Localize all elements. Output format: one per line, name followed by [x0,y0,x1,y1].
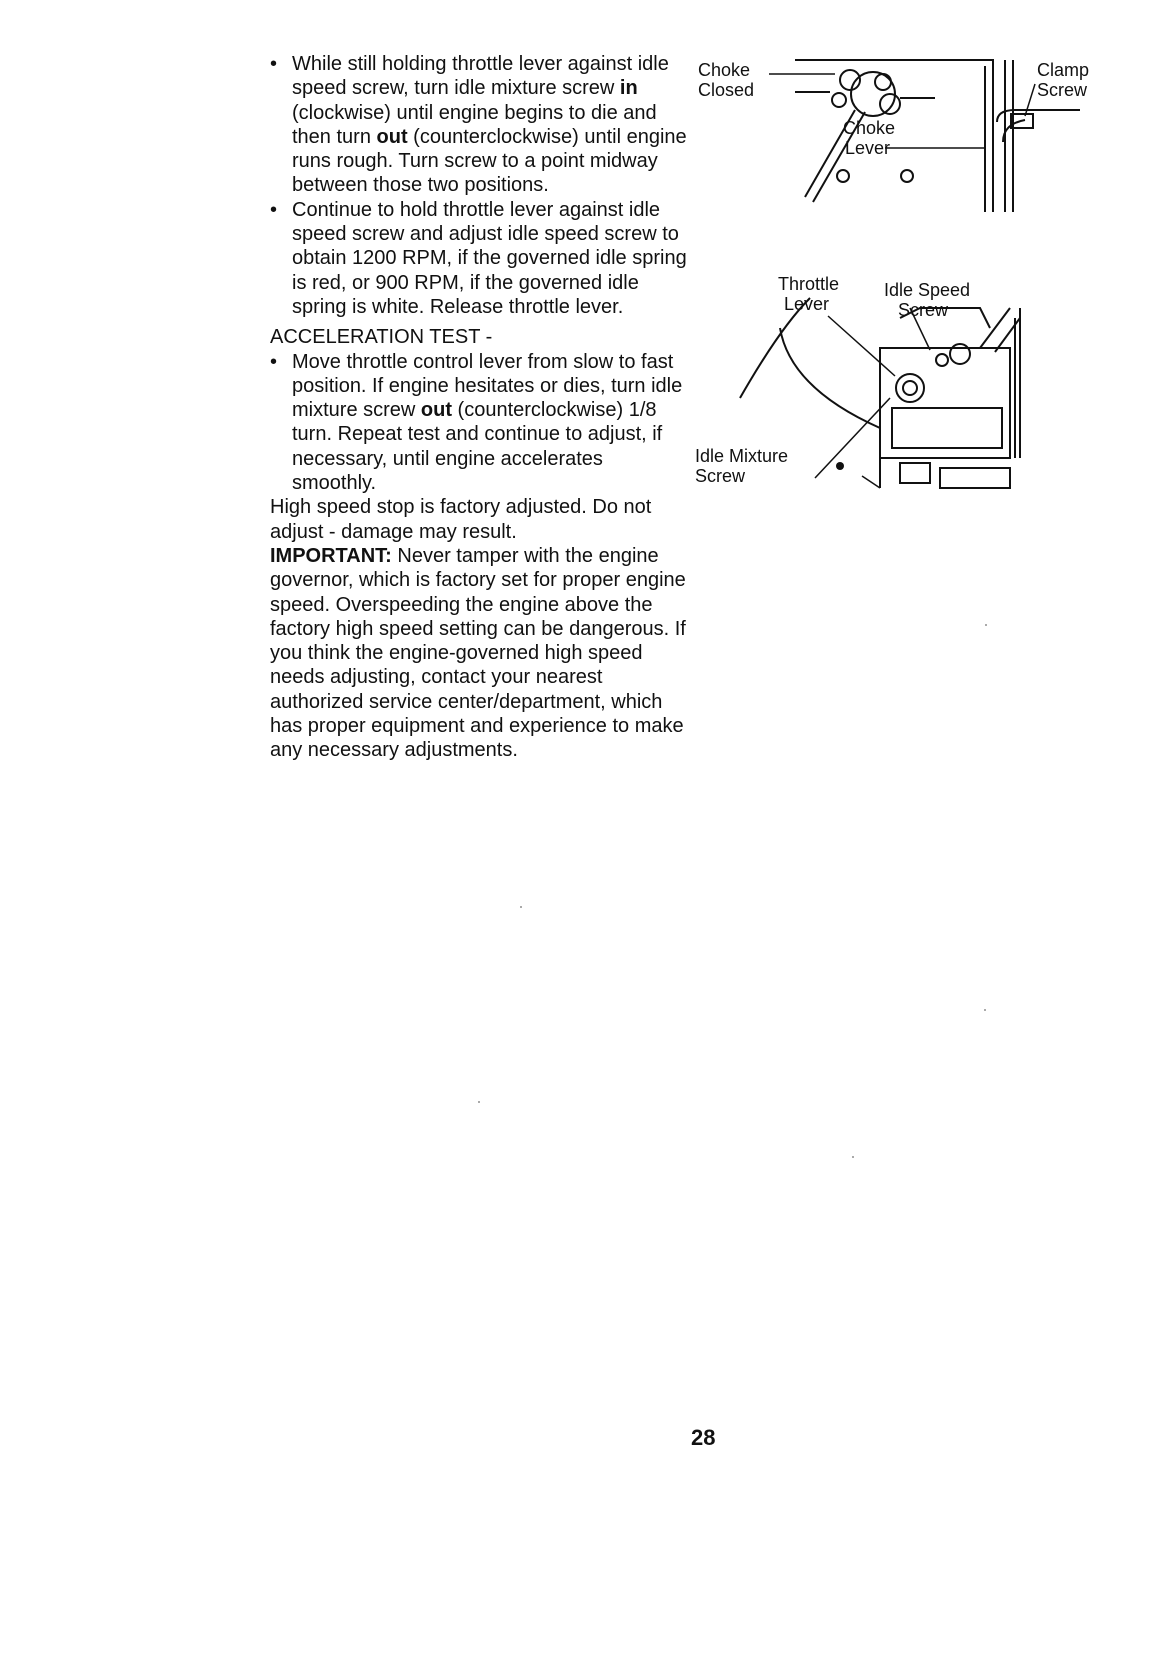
bullet1-text-c: (counterclockwise) until engine runs rough. Turn screw to a point midway between those two positions. [292,125,687,197]
bullet3-bold-out: out [420,399,452,422]
page-number: 28 [691,1425,716,1450]
bullet-idle-mixture [270,52,690,198]
bullet1-bold-out: out [376,125,408,148]
bullet1-bold-in: in [619,77,638,100]
label-throttle-lever: Throttle Lever [778,274,840,314]
label-idle-speed-screw: Idle Speed Screw [884,280,971,320]
bullet3-text-b: (counterclockwise) 1/8 turn. Repeat test and continue to adjust, if necessary, until engine accelerates smoothly. [292,399,663,495]
label-choke-lever: Choke Lever [843,118,896,158]
carburetor-figure [695,268,1100,518]
acceleration-test-heading: ACCELERATION TEST - [270,326,493,349]
label-clamp-screw: Clamp Screw [1037,60,1090,100]
scan-speck [985,624,987,626]
bullet-dot: • [270,198,278,221]
instructions-column [270,52,690,763]
high-speed-paragraph: High speed stop is factory adjusted. Do not adjust - damage may result. [270,496,652,543]
bullet-dot: • [270,53,278,75]
important-text: Never tamper with the engine governor, which is factory set for proper engine speed. Overspeeding the engine above the factory high speed setting can be dangerous. If you think the engine-governed high speed needs adjusting, contact your nearest authorized service center/department, which has proper equipment and experience to make any necessary adjustments. [270,544,686,762]
important-label: IMPORTANT: [270,544,392,567]
label-idle-mixture-screw: Idle Mixture Screw [695,446,789,486]
bullet-idle-speed [270,198,690,319]
scan-speck [478,1101,480,1103]
label-choke-closed: Choke Closed [698,60,755,100]
scan-speck [520,906,522,908]
important-paragraph [270,544,690,763]
scan-speck [852,1156,854,1158]
bullet-dot: • [270,350,278,373]
bullet1-text-a: While still holding throttle lever against idle speed screw, turn idle mixture screw [292,53,669,100]
bullet2-text: Continue to hold throttle lever against idle speed screw and adjust idle speed screw to obtain 1200 RPM, if the governed idle spring is red, or 900 RPM, if the governed idle spring is white. Release throttle lever. [292,198,687,318]
choke-figure [698,52,1095,222]
bullet-acceleration [270,350,690,496]
bullet3-text-a: Move throttle control lever from slow to fast position. If engine hesitates or dies, turn idle mixture screw [292,350,683,422]
scan-speck [984,1009,986,1011]
bullet1-text-b: (clockwise) until engine begins to die and then turn [292,101,657,148]
